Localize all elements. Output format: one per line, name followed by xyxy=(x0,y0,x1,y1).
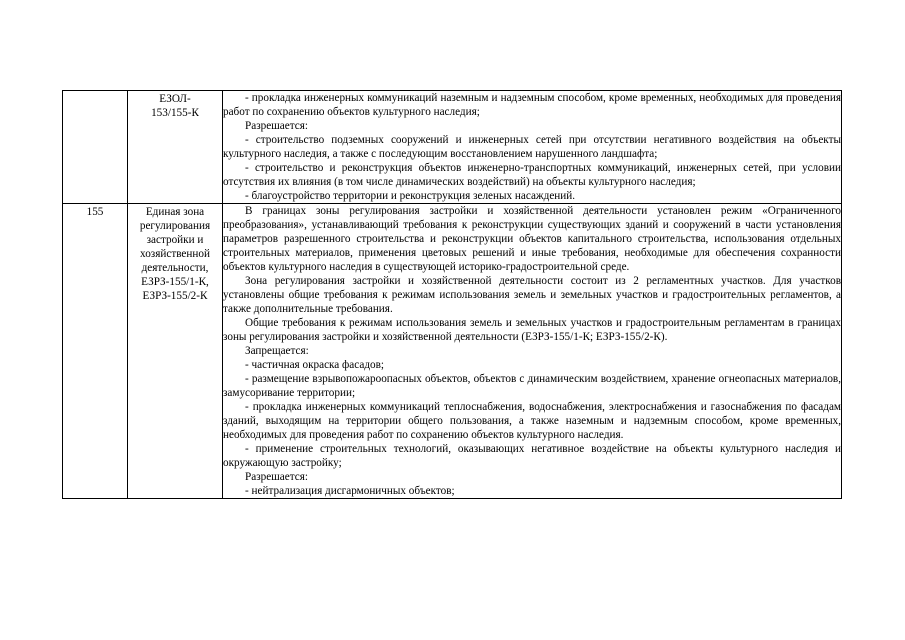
requirement-paragraph: В границах зоны регулирования застройки и хозяйственной деятельности установлен режим «Ограниченного преобразования», устанавливающий требования к реконструкции существующих зданий и сооружений в части установления параметров разрешенного строительства и реконструкции объектов капитального строительства, использования отдельных строительных материалов, применения цветовых решений и иные требования, необходимые для обеспечения сохранности объектов культурного наследия в существующей историко-градостроительной среде. xyxy=(223,205,841,273)
requirement-paragraph: - строительство и реконструкция объектов инженерно-транспортных коммуникаций, инженерных сетей, при условии отсутствия их влияния (в том числе динамических воздействий) на объекты культурного наследия; xyxy=(223,162,841,188)
zone-name-line: ЕЗОЛ- xyxy=(159,93,191,105)
regulation-table xyxy=(62,90,842,499)
requirement-paragraph: - нейтрализация дисгармоничных объектов; xyxy=(245,485,455,497)
zone-name-line: деятельности, xyxy=(141,262,209,274)
requirement-paragraph: - частичная окраска фасадов; xyxy=(245,359,385,371)
requirement-paragraph: Зона регулирования застройки и хозяйственной деятельности состоит из 2 регламентных участков. Для участков установлены общие требования к режимам использования земель и земельных участков и градостроительных регламентов, а также дополнительные требования. xyxy=(223,275,841,315)
row-number: 155 xyxy=(86,206,104,218)
requirements-cell xyxy=(223,204,842,499)
zone-name-cell xyxy=(128,91,223,204)
requirement-paragraph: - прокладка инженерных коммуникаций теплоснабжения, водоснабжения, электроснабжения и газоснабжения по фасадам зданий, выходящим на территории общего пользования, а также наземным и надземным способом, кроме временных, необходимых для проведения работ по сохранению объектов культурного наследия. xyxy=(223,401,841,441)
requirement-paragraph: Запрещается: xyxy=(245,345,309,357)
requirement-paragraph: - строительство подземных сооружений и инженерных сетей при отсутствии негативного воздействия на объекты культурного наследия, а также с последующим восстановлением нарушенного ландшафта; xyxy=(223,134,841,160)
zone-name-line: ЕЗРЗ-155/1-К, xyxy=(141,276,209,288)
zone-name-line: хозяйственной xyxy=(140,248,210,260)
zone-name-line: ЕЗРЗ-155/2-К xyxy=(142,290,208,302)
zone-name-line: 153/155-К xyxy=(151,107,199,119)
requirement-paragraph: Разрешается: xyxy=(245,120,308,132)
requirements-cell xyxy=(223,91,842,204)
zone-name-line: регулирования xyxy=(139,220,211,232)
requirement-paragraph: - применение строительных технологий, оказывающих негативное воздействие на объекты культурного наследия и окружающую застройку; xyxy=(223,443,841,469)
requirement-paragraph: Разрешается: xyxy=(245,471,308,483)
requirement-paragraph: - благоустройство территории и реконструкция зеленых насаждений. xyxy=(245,190,576,202)
table-row xyxy=(63,204,842,499)
requirement-paragraph: - размещение взрывопожароопасных объектов, объектов с динамическим воздействием, хранение огнеопасных материалов, замусоривание территории; xyxy=(223,373,841,399)
requirement-paragraph: Общие требования к режимам использования земель и земельных участков и градостроительным регламентам в границах зоны регулирования застройки и хозяйственной деятельности (ЕЗРЗ-155/1-К; ЕЗРЗ-155/2-К). xyxy=(223,317,841,343)
table-row xyxy=(63,91,842,204)
row-number-cell xyxy=(63,204,128,499)
zone-name-line: Единая зона xyxy=(145,206,205,218)
requirement-paragraph: - прокладка инженерных коммуникаций наземным и надземным способом, кроме временных, необходимых для проведения работ по сохранению объектов культурного наследия; xyxy=(223,92,841,118)
row-number xyxy=(63,91,127,92)
row-number-cell xyxy=(63,91,128,204)
zone-name-line: застройки и xyxy=(146,234,204,246)
zone-name-cell xyxy=(128,204,223,499)
